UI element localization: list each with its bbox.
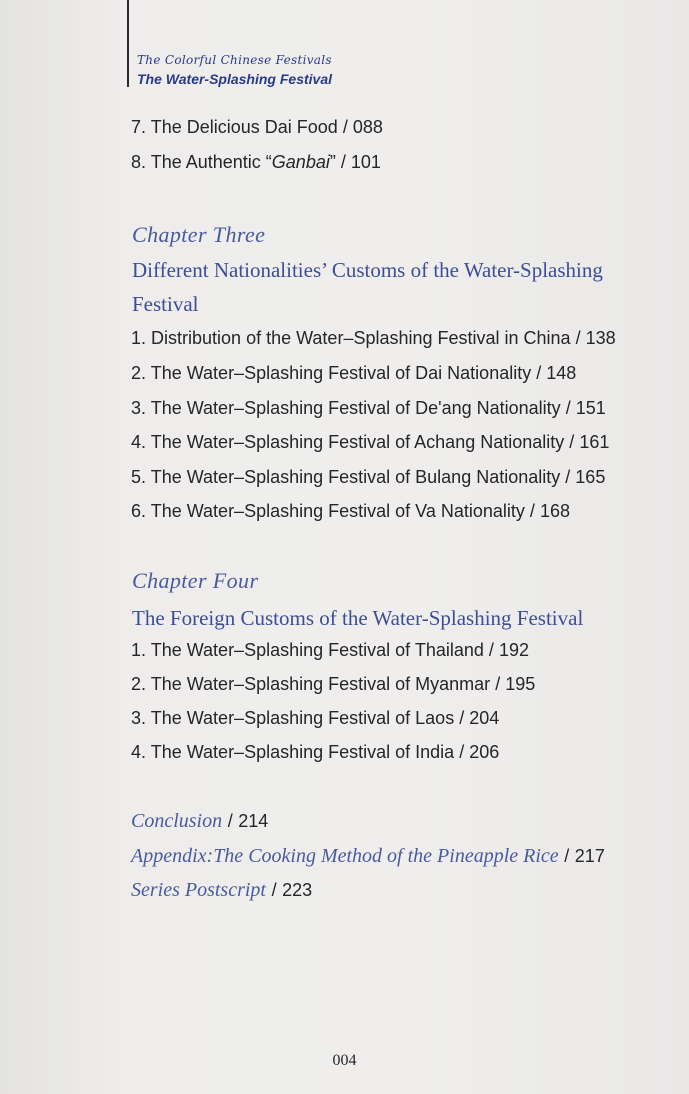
entry-page: 151 — [575, 398, 606, 418]
toc-entry — [131, 328, 616, 349]
entry-separator: / — [495, 674, 501, 694]
toc-entry — [131, 640, 529, 661]
header-rule — [127, 0, 129, 87]
entry-title: The Water–Splashing Festival of Dai Nationality — [150, 363, 532, 383]
entry-number: 4. — [131, 432, 147, 452]
entry-separator: / — [569, 432, 575, 452]
toc-entry — [131, 117, 383, 138]
entry-number: 7. — [131, 117, 147, 137]
entry-separator: / — [564, 846, 570, 866]
toc-entry — [131, 674, 535, 695]
quote-open: “ — [265, 152, 272, 172]
entry-separator: / — [529, 501, 535, 521]
entry-number: 1. — [131, 640, 147, 660]
entry-separator: / — [565, 398, 571, 418]
entry-page: 168 — [539, 501, 570, 521]
entry-title: The Water–Splashing Festival of De'ang Nationality — [150, 398, 561, 418]
back-matter-entry — [131, 845, 605, 868]
entry-separator: / — [575, 328, 581, 348]
chapter-four-label: Chapter Four — [132, 568, 259, 593]
page-number: 004 — [332, 1052, 357, 1069]
entry-number: 3. — [131, 398, 147, 418]
entry-number: 3. — [131, 708, 147, 728]
entry-number: 6. — [131, 501, 147, 521]
series-title: The Colorful Chinese Festivals — [137, 53, 332, 67]
entry-page: 138 — [585, 328, 616, 348]
entry-page: 206 — [469, 742, 500, 762]
entry-title: The Water–Splashing Festival of Myanmar — [150, 674, 491, 694]
entry-page: 214 — [238, 811, 269, 831]
entry-separator: / — [565, 467, 571, 487]
back-matter-entry — [131, 810, 268, 833]
entry-number: 8. — [131, 152, 147, 172]
entry-number: 4. — [131, 742, 147, 762]
chapter-three-title: Different Nationalities’ Customs of the Water-Splashing Festival — [132, 258, 603, 316]
entry-title: The Water–Splashing Festival of India — [150, 742, 455, 762]
entry-page: 088 — [352, 117, 383, 137]
chapter-four-title: The Foreign Customs of the Water-Splashing Festival — [132, 606, 584, 630]
toc-entry — [131, 467, 605, 488]
entry-page: 101 — [350, 152, 381, 172]
entry-separator: / — [271, 880, 277, 900]
chapter-three-label: Chapter Three — [132, 222, 266, 247]
entry-page: 195 — [505, 674, 536, 694]
back-matter-entry — [131, 879, 312, 902]
back-matter-title: Series Postscript — [131, 879, 266, 901]
entry-separator: / — [342, 117, 348, 137]
entry-separator: / — [536, 363, 542, 383]
entry-title: The Water–Splashing Festival of Bulang Nationality — [150, 467, 561, 487]
entry-page: 223 — [282, 880, 313, 900]
entry-page: 192 — [498, 640, 529, 660]
entry-separator: / — [227, 811, 233, 831]
entry-number: 5. — [131, 467, 147, 487]
entry-title: The Water–Splashing Festival of Thailand — [150, 640, 484, 660]
entry-page: 148 — [546, 363, 577, 383]
toc-entry — [131, 708, 499, 729]
entry-separator: / — [459, 742, 465, 762]
toc-entry — [131, 501, 570, 522]
entry-page: 204 — [469, 708, 500, 728]
toc-entry — [131, 363, 576, 384]
entry-title: Distribution of the Water–Splashing Festival in China — [151, 328, 571, 348]
entry-page: 165 — [575, 467, 606, 487]
back-matter-title: Conclusion — [131, 810, 223, 832]
quote-close: ” — [329, 152, 336, 172]
toc-entry — [131, 398, 606, 419]
back-matter-title: Appendix:The Cooking Method of the Pineapple Rice — [131, 845, 559, 867]
toc-entry — [131, 152, 381, 173]
entry-title: The Delicious Dai Food — [150, 117, 338, 137]
toc-entry — [131, 432, 609, 453]
entry-page: 161 — [579, 432, 610, 452]
entry-title-italic: Ganbai — [271, 152, 330, 172]
entry-title: The Authentic — [150, 152, 261, 172]
entry-separator: / — [340, 152, 346, 172]
entry-number: 2. — [131, 363, 147, 383]
entry-title: The Water–Splashing Festival of Laos — [150, 708, 455, 728]
entry-separator: / — [488, 640, 494, 660]
entry-separator: / — [459, 708, 465, 728]
toc-entry — [131, 742, 499, 763]
entry-page: 217 — [574, 846, 605, 866]
entry-title: The Water–Splashing Festival of Achang Nationality — [150, 432, 565, 452]
entry-number: 2. — [131, 674, 147, 694]
book-title: The Water-Splashing Festival — [137, 71, 333, 87]
entry-number: 1. — [131, 328, 147, 348]
entry-title: The Water–Splashing Festival of Va Nationality — [150, 501, 525, 521]
